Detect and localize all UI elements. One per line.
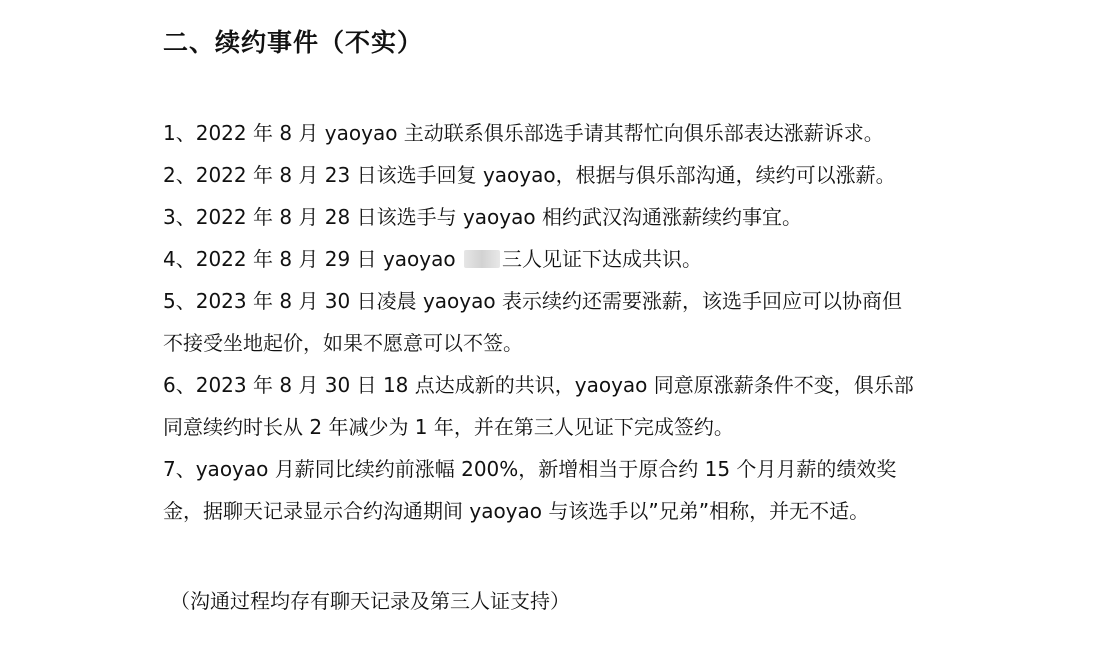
item-4-line-1 bbox=[163, 238, 953, 280]
item-6-line-2: 同意续约时长从 2 年减少为 1 年，并在第三人见证下完成签约。 bbox=[163, 415, 734, 439]
item-7-line-2: 金，据聊天记录显示合约沟通期间 yaoyao 与该选手以”兄弟”相称，并无不适。 bbox=[163, 499, 870, 523]
item-5-line-2: 不接受坐地起价，如果不愿意可以不签。 bbox=[163, 331, 523, 355]
list-item bbox=[163, 154, 953, 196]
item-6-line-1: 6、2023 年 8 月 30 日 18 点达成新的共识，yaoyao 同意原涨薪条件不变，俱乐部 bbox=[163, 373, 914, 397]
item-5-line-1: 5、2023 年 8 月 30 日凌晨 yaoyao 表示续约还需要涨薪，该选手回应可以协商但 bbox=[163, 289, 902, 313]
list-item bbox=[163, 112, 953, 154]
section-title: 二、续约事件（不实） bbox=[163, 28, 424, 57]
list-item bbox=[163, 238, 953, 280]
item-2-line-1: 2、2022 年 8 月 23 日该选手回复 yaoyao，根据与俱乐部沟通，续约可以涨薪。 bbox=[163, 163, 896, 187]
list-item bbox=[163, 364, 953, 448]
evidence-note: （沟通过程均存有聊天记录及第三人证支持） bbox=[170, 589, 570, 613]
item-7-line-1: 7、yaoyao 月薪同比续约前涨幅 200%，新增相当于原合约 15 个月月薪的绩效奖 bbox=[163, 457, 897, 481]
list-item bbox=[163, 280, 953, 364]
item-1-line-1: 1、2022 年 8 月 yaoyao 主动联系俱乐部选手请其帮忙向俱乐部表达涨薪诉求。 bbox=[163, 121, 884, 145]
list-item bbox=[163, 196, 953, 238]
redacted-text bbox=[464, 250, 500, 268]
event-list bbox=[163, 112, 953, 532]
item-4-prefix: 4、2022 年 8 月 29 日 yaoyao bbox=[163, 247, 462, 271]
item-4-suffix: 三人见证下达成共识。 bbox=[501, 247, 702, 271]
item-3-line-1: 3、2022 年 8 月 28 日该选手与 yaoyao 相约武汉沟通涨薪续约事宜。 bbox=[163, 205, 802, 229]
list-item bbox=[163, 448, 953, 532]
